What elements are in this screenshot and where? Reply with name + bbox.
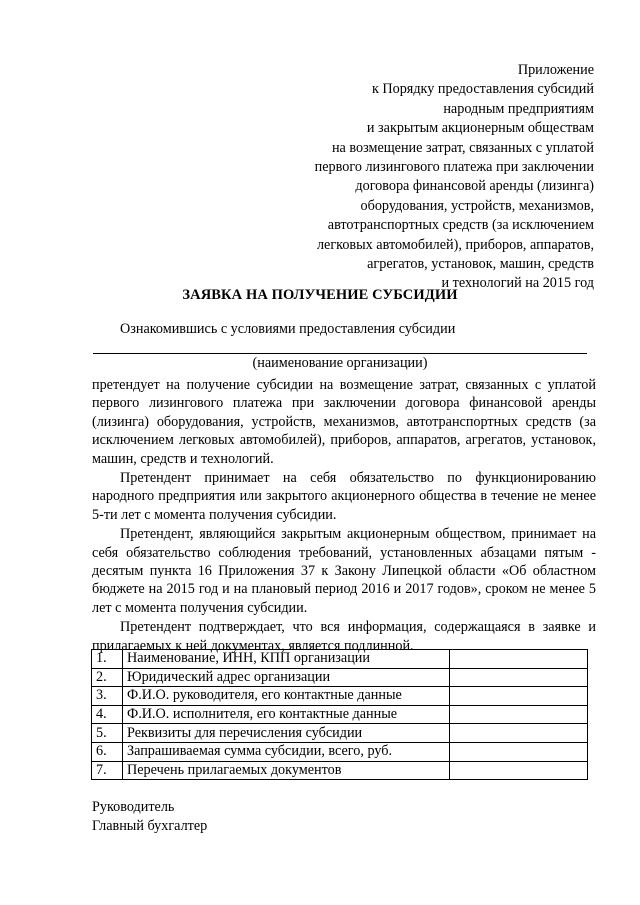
row-label: Ф.И.О. руководителя, его контактные данные [123, 687, 450, 706]
table-row [92, 705, 588, 724]
appendix-line: и технологий на 2015 год [441, 275, 594, 292]
table-row [92, 650, 588, 669]
appendix-line: агрегатов, установок, машин, средств [367, 256, 594, 273]
signature-accountant-label: Главный бухгалтер [92, 817, 208, 834]
row-number: 7. [92, 761, 123, 780]
row-label: Перечень прилагаемых документов [123, 761, 450, 780]
appendix-header [315, 61, 594, 294]
table-row [92, 668, 588, 687]
row-value-cell [450, 705, 588, 724]
table-row [92, 742, 588, 761]
intro-text: Ознакомившись с условиями предоставления субсидии [120, 321, 456, 337]
row-value-cell [450, 668, 588, 687]
appendix-line: оборудования, устройств, механизмов, [360, 197, 594, 214]
application-body [92, 376, 596, 655]
table-row [92, 724, 588, 743]
appendix-line: народным предприятиям [443, 100, 594, 117]
row-label: Ф.И.О. исполнителя, его контактные данные [123, 705, 450, 724]
row-value-cell [450, 742, 588, 761]
row-label: Реквизиты для перечисления субсидии [123, 724, 450, 743]
row-number: 1. [92, 650, 123, 669]
appendix-line: автотранспортных средств (за исключением [327, 217, 594, 234]
row-number: 2. [92, 668, 123, 687]
signature-block [92, 798, 207, 835]
application-details-table [91, 649, 588, 780]
table-row [92, 687, 588, 706]
paragraph: Претендент принимает на себя обязательство по функционированию народного предприятия или закрытого акционерного общества в течение не менее 5-ти лет с момента получения субсидии. [92, 470, 596, 523]
signature-head-label: Руководитель [92, 799, 175, 815]
row-number: 5. [92, 724, 123, 743]
paragraph: Претендент подтверждает, что вся информация, содержащаяся в заявке и прилагаемых к ней документах, является подлинной. [92, 619, 596, 654]
appendix-line: первого лизингового платежа при заключении [314, 159, 594, 176]
row-value-cell [450, 724, 588, 743]
appendix-line: к Порядку предоставления субсидий [371, 81, 594, 98]
organization-name-caption: (наименование организации) [252, 355, 428, 371]
row-value-cell [450, 650, 588, 669]
appendix-line: на возмещение затрат, связанных с уплатой [331, 139, 594, 156]
row-label: Запрашиваемая сумма субсидии, всего, руб. [123, 742, 450, 761]
appendix-line: договора финансовой аренды (лизинга) [355, 178, 594, 195]
organization-name-line [93, 353, 587, 354]
row-label: Юридический адрес организации [123, 668, 450, 687]
row-number: 6. [92, 742, 123, 761]
row-value-cell [450, 761, 588, 780]
row-label: Наименование, ИНН, КПП организации [123, 650, 450, 669]
appendix-line: легковых автомобилей), приборов, аппаратов, [316, 236, 594, 253]
row-number: 4. [92, 705, 123, 724]
table-row [92, 761, 588, 780]
appendix-line: Приложение [517, 62, 594, 78]
row-value-cell [450, 687, 588, 706]
appendix-line: и закрытым акционерным обществам [366, 120, 594, 137]
row-number: 3. [92, 687, 123, 706]
paragraph: претендует на получение субсидии на возмещение затрат, связанных с уплатой первого лизингового платежа при заключении договора финансовой аренды (лизинга) оборудования, устройств, механизмов, автотранспортных средств (за исключением легковых автомобилей), приборов, аппаратов, агрегатов, установок, машин, средств и технологий. [92, 377, 596, 467]
document-title: ЗАЯВКА НА ПОЛУЧЕНИЕ СУБСИДИИ [182, 287, 458, 303]
paragraph: Претендент, являющийся закрытым акционерным обществом, принимает на себя обязательство соблюдения требований, установленных абзацами пятым - десятым пункта 16 Приложения 37 к Закону Липецкой области «Об областном бюджете на 2015 год и на плановый период 2016 и 2017 годов», сроком не менее 5 лет с момента получения субсидии. [92, 526, 596, 616]
